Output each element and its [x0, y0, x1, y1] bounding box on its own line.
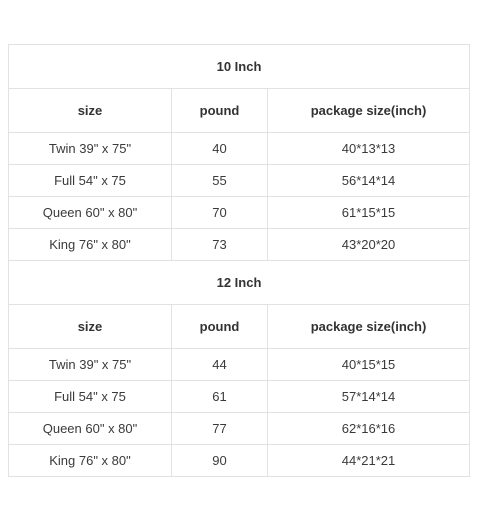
- cell-pound: 70: [172, 197, 268, 229]
- cell-package-size: 40*13*13: [268, 133, 470, 165]
- cell-package-size: 56*14*14: [268, 165, 470, 197]
- section-title: 10 Inch: [9, 45, 470, 89]
- cell-package-size: 57*14*14: [268, 381, 470, 413]
- column-header-package-size: package size(inch): [268, 89, 470, 133]
- cell-pound: 73: [172, 229, 268, 261]
- table-row: [9, 381, 470, 413]
- cell-pound: 55: [172, 165, 268, 197]
- header-row: [9, 89, 470, 133]
- table-row: [9, 445, 470, 477]
- column-header-pound: pound: [172, 305, 268, 349]
- cell-package-size: 62*16*16: [268, 413, 470, 445]
- cell-package-size: 44*21*21: [268, 445, 470, 477]
- section-title: 12 Inch: [9, 261, 470, 305]
- cell-pound: 44: [172, 349, 268, 381]
- cell-size: Twin 39" x 75": [9, 349, 172, 381]
- cell-package-size: 43*20*20: [268, 229, 470, 261]
- column-header-pound: pound: [172, 89, 268, 133]
- table-row: [9, 165, 470, 197]
- cell-size: King 76" x 80": [9, 229, 172, 261]
- column-header-package-size: package size(inch): [268, 305, 470, 349]
- cell-size: Queen 60" x 80": [9, 413, 172, 445]
- table-row: [9, 413, 470, 445]
- table-row: [9, 229, 470, 261]
- table-row: [9, 133, 470, 165]
- cell-size: Full 54" x 75: [9, 165, 172, 197]
- cell-package-size: 61*15*15: [268, 197, 470, 229]
- section-title-row: [9, 45, 470, 89]
- mattress-spec-table: [8, 44, 470, 477]
- column-header-size: size: [9, 89, 172, 133]
- column-header-size: size: [9, 305, 172, 349]
- section-title-row: [9, 261, 470, 305]
- table-row: [9, 349, 470, 381]
- cell-size: Queen 60" x 80": [9, 197, 172, 229]
- cell-size: Full 54" x 75: [9, 381, 172, 413]
- cell-pound: 61: [172, 381, 268, 413]
- cell-size: Twin 39" x 75": [9, 133, 172, 165]
- cell-size: King 76" x 80": [9, 445, 172, 477]
- table-row: [9, 197, 470, 229]
- cell-pound: 77: [172, 413, 268, 445]
- header-row: [9, 305, 470, 349]
- cell-pound: 40: [172, 133, 268, 165]
- cell-pound: 90: [172, 445, 268, 477]
- cell-package-size: 40*15*15: [268, 349, 470, 381]
